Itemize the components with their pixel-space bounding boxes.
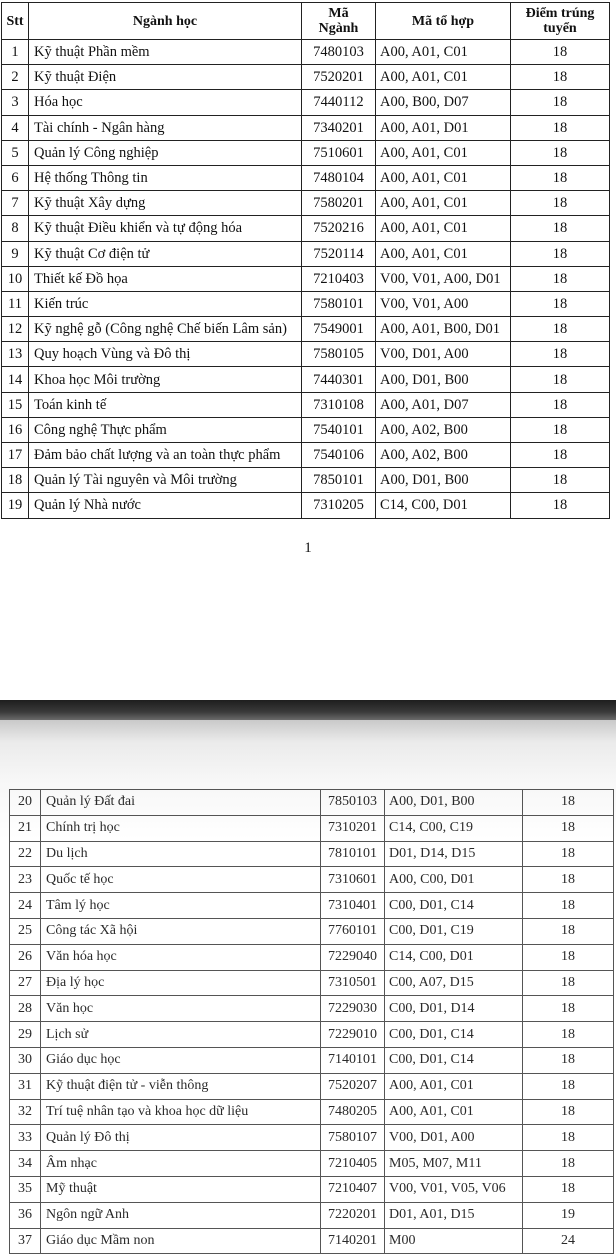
table-row [10, 867, 614, 893]
row-major-name: Kỹ thuật Cơ điện tử [29, 241, 302, 266]
row-major-code: 7540101 [302, 417, 376, 442]
row-score: 18 [523, 970, 614, 996]
header-score-line2: tuyển [543, 21, 577, 36]
row-score: 18 [511, 392, 610, 417]
row-major-code: 7520114 [302, 241, 376, 266]
row-subject-combo: A00, A01, C01 [385, 1099, 523, 1125]
row-major-code: 7440301 [302, 367, 376, 392]
row-score: 18 [511, 90, 610, 115]
row-stt: 35 [10, 1176, 41, 1202]
row-subject-combo: A00, A01, C01 [376, 140, 511, 165]
table-row [2, 392, 610, 417]
row-major-code: 7340201 [302, 115, 376, 140]
table-row [2, 241, 610, 266]
row-major-code: 7850101 [302, 468, 376, 493]
row-stt: 14 [2, 367, 29, 392]
table-row [2, 443, 610, 468]
table-body-page-2 [10, 790, 614, 1254]
table-row [2, 140, 610, 165]
row-stt: 22 [10, 841, 41, 867]
table-row [10, 944, 614, 970]
row-major-name: Đảm bảo chất lượng và an toàn thực phẩm [29, 443, 302, 468]
header-major-code-line1: Mã [328, 6, 349, 21]
row-subject-combo: V00, V01, V05, V06 [385, 1176, 523, 1202]
row-major-name: Kỹ thuật Điều khiển và tự động hóa [29, 216, 302, 241]
row-major-name: Quản lý Tài nguyên và Môi trường [29, 468, 302, 493]
row-major-name: Quản lý Đất đai [41, 790, 321, 816]
row-score: 18 [523, 1022, 614, 1048]
page-divider [0, 700, 616, 720]
row-subject-combo: A00, A01, B00, D01 [376, 317, 511, 342]
row-major-code: 7310401 [321, 893, 385, 919]
row-major-name: Quản lý Đô thị [41, 1125, 321, 1151]
row-major-name: Kiến trúc [29, 291, 302, 316]
row-major-name: Kỹ thuật điện tử - viễn thông [41, 1073, 321, 1099]
row-major-name: Hóa học [29, 90, 302, 115]
row-subject-combo: V00, D01, A00 [376, 342, 511, 367]
row-major-name: Quy hoạch Vùng và Đô thị [29, 342, 302, 367]
header-score [511, 3, 610, 40]
row-major-code: 7480104 [302, 165, 376, 190]
row-major-name: Kỹ thuật Phần mềm [29, 40, 302, 65]
row-score: 18 [511, 291, 610, 316]
header-major-code-line2: Ngành [318, 21, 359, 36]
row-stt: 34 [10, 1151, 41, 1177]
admission-scores-table-continued [9, 789, 614, 1254]
row-subject-combo: A00, D01, B00 [385, 790, 523, 816]
row-stt: 25 [10, 918, 41, 944]
row-score: 18 [523, 1125, 614, 1151]
row-stt: 37 [10, 1228, 41, 1254]
table-row [10, 1073, 614, 1099]
row-major-name: Thiết kế Đồ họa [29, 266, 302, 291]
header-stt: Stt [2, 3, 29, 40]
row-score: 18 [523, 1176, 614, 1202]
row-subject-combo: A00, A01, C01 [376, 241, 511, 266]
row-major-code: 7850103 [321, 790, 385, 816]
row-stt: 26 [10, 944, 41, 970]
table-row [10, 1047, 614, 1073]
row-subject-combo: V00, D01, A00 [385, 1125, 523, 1151]
row-score: 18 [523, 944, 614, 970]
row-subject-combo: A00, D01, B00 [376, 468, 511, 493]
row-subject-combo: V00, V01, A00, D01 [376, 266, 511, 291]
table-row [2, 90, 610, 115]
table-row [2, 65, 610, 90]
row-major-name: Ngôn ngữ Anh [41, 1202, 321, 1228]
row-major-code: 7210407 [321, 1176, 385, 1202]
row-major-name: Địa lý học [41, 970, 321, 996]
row-major-name: Quản lý Nhà nước [29, 493, 302, 518]
row-score: 18 [511, 65, 610, 90]
row-score: 19 [523, 1202, 614, 1228]
row-major-code: 7810101 [321, 841, 385, 867]
row-score: 18 [511, 191, 610, 216]
row-stt: 11 [2, 291, 29, 316]
row-subject-combo: M05, M07, M11 [385, 1151, 523, 1177]
row-stt: 8 [2, 216, 29, 241]
row-subject-combo: A00, A01, C01 [385, 1073, 523, 1099]
row-score: 18 [511, 115, 610, 140]
row-subject-combo: A00, A01, C01 [376, 65, 511, 90]
row-stt: 2 [2, 65, 29, 90]
table-row [2, 40, 610, 65]
row-stt: 30 [10, 1047, 41, 1073]
row-stt: 21 [10, 815, 41, 841]
row-stt: 24 [10, 893, 41, 919]
row-subject-combo: A00, A01, C01 [376, 216, 511, 241]
row-major-name: Văn học [41, 996, 321, 1022]
row-subject-combo: C00, A07, D15 [385, 970, 523, 996]
row-subject-combo: D01, D14, D15 [385, 841, 523, 867]
row-major-name: Kỹ thuật Xây dựng [29, 191, 302, 216]
row-subject-combo: A00, A01, C01 [376, 40, 511, 65]
row-major-code: 7310108 [302, 392, 376, 417]
row-major-code: 7210403 [302, 266, 376, 291]
row-major-name: Toán kinh tế [29, 392, 302, 417]
row-major-name: Kỹ thuật Điện [29, 65, 302, 90]
table-row [10, 1202, 614, 1228]
row-score: 18 [523, 1073, 614, 1099]
table-row [10, 815, 614, 841]
row-major-code: 7480205 [321, 1099, 385, 1125]
table-row [2, 191, 610, 216]
row-score: 18 [511, 140, 610, 165]
table-row [2, 367, 610, 392]
table-row [10, 893, 614, 919]
row-stt: 33 [10, 1125, 41, 1151]
row-major-name: Quản lý Công nghiệp [29, 140, 302, 165]
row-subject-combo: C00, D01, D14 [385, 996, 523, 1022]
row-stt: 36 [10, 1202, 41, 1228]
row-major-code: 7540106 [302, 443, 376, 468]
row-subject-combo: A00, A01, C01 [376, 191, 511, 216]
row-score: 18 [511, 40, 610, 65]
row-major-code: 7520201 [302, 65, 376, 90]
row-score: 18 [523, 1099, 614, 1125]
row-score: 18 [511, 367, 610, 392]
row-major-name: Âm nhạc [41, 1151, 321, 1177]
table-row [2, 342, 610, 367]
table-row [10, 1022, 614, 1048]
row-major-code: 7520207 [321, 1073, 385, 1099]
row-stt: 7 [2, 191, 29, 216]
row-score: 18 [511, 165, 610, 190]
row-subject-combo: M00 [385, 1228, 523, 1254]
row-major-code: 7580201 [302, 191, 376, 216]
row-major-name: Tài chính - Ngân hàng [29, 115, 302, 140]
table-row [2, 317, 610, 342]
table-row [2, 468, 610, 493]
row-score: 18 [523, 841, 614, 867]
header-subject-combo: Mã tổ hợp [376, 3, 511, 40]
row-stt: 6 [2, 165, 29, 190]
row-subject-combo: V00, V01, A00 [376, 291, 511, 316]
row-major-code: 7310205 [302, 493, 376, 518]
row-major-code: 7140201 [321, 1228, 385, 1254]
header-major: Ngành học [29, 3, 302, 40]
row-score: 18 [511, 493, 610, 518]
row-score: 18 [523, 1151, 614, 1177]
row-stt: 13 [2, 342, 29, 367]
row-stt: 3 [2, 90, 29, 115]
row-major-name: Giáo dục học [41, 1047, 321, 1073]
table-row [10, 1151, 614, 1177]
row-major-name: Kỹ nghệ gỗ (Công nghệ Chế biến Lâm sản) [29, 317, 302, 342]
row-stt: 12 [2, 317, 29, 342]
row-stt: 32 [10, 1099, 41, 1125]
row-stt: 20 [10, 790, 41, 816]
row-subject-combo: C00, D01, C14 [385, 893, 523, 919]
row-score: 18 [511, 443, 610, 468]
row-score: 18 [523, 918, 614, 944]
row-major-code: 7310501 [321, 970, 385, 996]
row-score: 18 [511, 417, 610, 442]
table-header-row [2, 3, 610, 40]
row-stt: 4 [2, 115, 29, 140]
row-subject-combo: A00, A02, B00 [376, 417, 511, 442]
row-stt: 23 [10, 867, 41, 893]
table-row [2, 266, 610, 291]
table-row [2, 493, 610, 518]
page-number: 1 [304, 540, 312, 556]
row-subject-combo: A00, D01, B00 [376, 367, 511, 392]
table-row [2, 417, 610, 442]
table-row [2, 291, 610, 316]
row-subject-combo: C00, D01, C14 [385, 1022, 523, 1048]
row-stt: 9 [2, 241, 29, 266]
row-stt: 15 [2, 392, 29, 417]
row-major-name: Khoa học Môi trường [29, 367, 302, 392]
table-row [10, 1125, 614, 1151]
row-major-code: 7229040 [321, 944, 385, 970]
row-major-name: Công nghệ Thực phẩm [29, 417, 302, 442]
row-score: 18 [523, 867, 614, 893]
row-subject-combo: A00, A01, D01 [376, 115, 511, 140]
row-score: 18 [523, 893, 614, 919]
table-body-page-1 [2, 40, 610, 519]
row-major-name: Văn hóa học [41, 944, 321, 970]
table-row [10, 970, 614, 996]
row-subject-combo: D01, A01, D15 [385, 1202, 523, 1228]
row-major-code: 7549001 [302, 317, 376, 342]
row-major-code: 7229010 [321, 1022, 385, 1048]
row-subject-combo: A00, A01, D07 [376, 392, 511, 417]
row-score: 18 [511, 241, 610, 266]
row-major-code: 7310201 [321, 815, 385, 841]
row-stt: 31 [10, 1073, 41, 1099]
row-major-code: 7510601 [302, 140, 376, 165]
row-score: 18 [511, 266, 610, 291]
row-subject-combo: C14, C00, C19 [385, 815, 523, 841]
row-subject-combo: A00, A02, B00 [376, 443, 511, 468]
row-major-name: Giáo dục Mầm non [41, 1228, 321, 1254]
row-major-code: 7520216 [302, 216, 376, 241]
row-major-name: Hệ thống Thông tin [29, 165, 302, 190]
row-major-code: 7140101 [321, 1047, 385, 1073]
row-score: 18 [511, 216, 610, 241]
row-stt: 29 [10, 1022, 41, 1048]
row-stt: 28 [10, 996, 41, 1022]
row-subject-combo: A00, A01, C01 [376, 165, 511, 190]
row-major-code: 7229030 [321, 996, 385, 1022]
row-score: 18 [523, 790, 614, 816]
table-row [10, 790, 614, 816]
row-score: 18 [511, 468, 610, 493]
row-major-name: Mỹ thuật [41, 1176, 321, 1202]
row-major-code: 7760101 [321, 918, 385, 944]
row-subject-combo: A00, B00, D07 [376, 90, 511, 115]
header-score-line1: Điểm trúng [525, 6, 595, 21]
row-major-code: 7480103 [302, 40, 376, 65]
row-subject-combo: C14, C00, D01 [376, 493, 511, 518]
table-row [10, 1176, 614, 1202]
row-stt: 5 [2, 140, 29, 165]
row-stt: 1 [2, 40, 29, 65]
row-stt: 19 [2, 493, 29, 518]
row-major-name: Công tác Xã hội [41, 918, 321, 944]
row-major-code: 7580107 [321, 1125, 385, 1151]
header-major-code [302, 3, 376, 40]
row-subject-combo: C14, C00, D01 [385, 944, 523, 970]
table-row [2, 165, 610, 190]
row-major-code: 7220201 [321, 1202, 385, 1228]
row-major-name: Chính trị học [41, 815, 321, 841]
table-row [10, 841, 614, 867]
row-score: 18 [511, 342, 610, 367]
row-stt: 17 [2, 443, 29, 468]
document-page-2 [0, 720, 616, 1252]
row-major-name: Quốc tế học [41, 867, 321, 893]
row-major-name: Tâm lý học [41, 893, 321, 919]
row-score: 18 [523, 996, 614, 1022]
row-subject-combo: C00, D01, C19 [385, 918, 523, 944]
row-score: 18 [523, 815, 614, 841]
row-stt: 18 [2, 468, 29, 493]
row-major-code: 7580105 [302, 342, 376, 367]
table-row [10, 1228, 614, 1254]
row-score: 24 [523, 1228, 614, 1254]
row-major-code: 7580101 [302, 291, 376, 316]
row-subject-combo: C00, D01, C14 [385, 1047, 523, 1073]
table-row [10, 1099, 614, 1125]
table-row [10, 918, 614, 944]
row-score: 18 [511, 317, 610, 342]
table-row [10, 996, 614, 1022]
row-major-code: 7310601 [321, 867, 385, 893]
row-stt: 16 [2, 417, 29, 442]
row-stt: 10 [2, 266, 29, 291]
row-score: 18 [523, 1047, 614, 1073]
row-major-code: 7440112 [302, 90, 376, 115]
row-major-code: 7210405 [321, 1151, 385, 1177]
row-major-name: Lịch sử [41, 1022, 321, 1048]
row-major-name: Du lịch [41, 841, 321, 867]
row-subject-combo: A00, C00, D01 [385, 867, 523, 893]
table-row [2, 115, 610, 140]
table-row [2, 216, 610, 241]
row-stt: 27 [10, 970, 41, 996]
row-major-name: Trí tuệ nhân tạo và khoa học dữ liệu [41, 1099, 321, 1125]
admission-scores-table [1, 2, 610, 519]
